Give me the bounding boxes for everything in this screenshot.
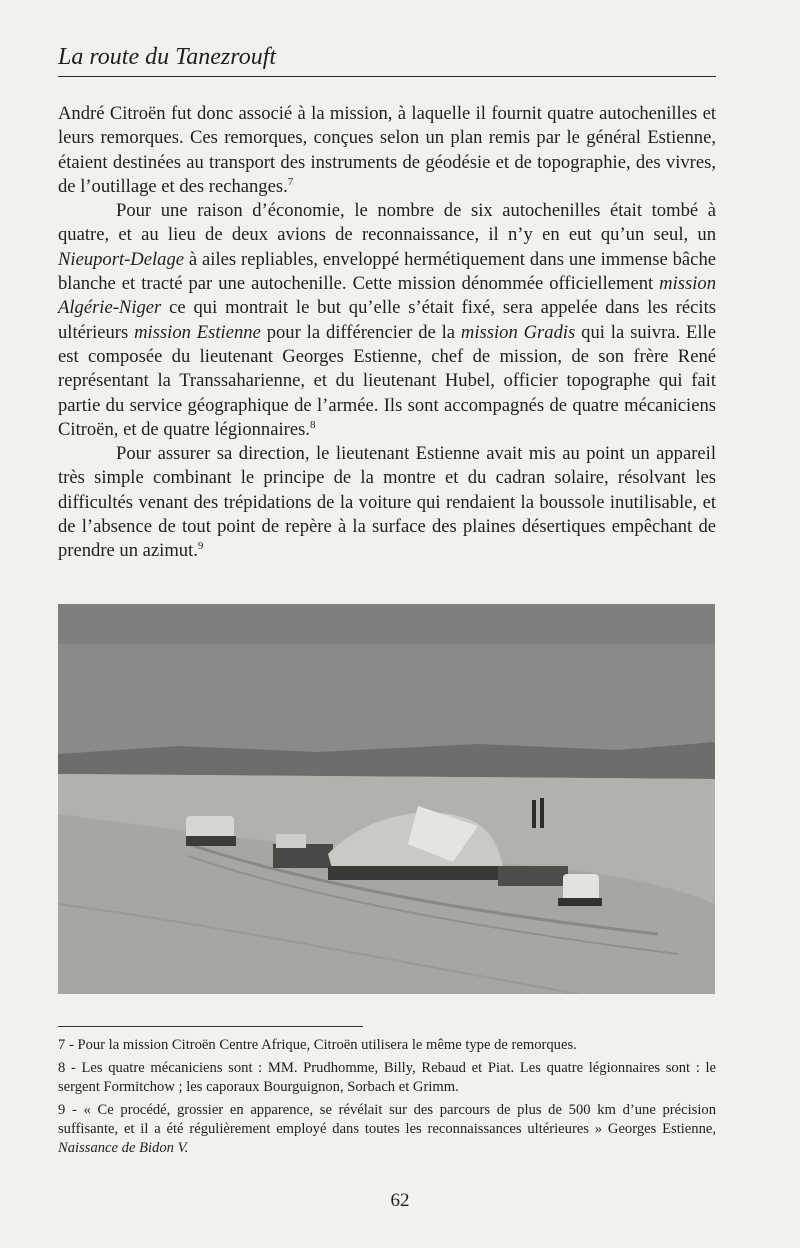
footnote-reference: 9 — [197, 540, 204, 553]
italic-text: Naissance de Bidon V. — [58, 1140, 189, 1156]
text-run: à ailes repliables, enveloppé hermétiquement dans une immense bâche blanche et tracté par une autochenille. Cette mission dénommée officiellement — [58, 248, 716, 295]
photo-desert-convoy — [58, 604, 715, 994]
footnote-separator — [58, 1026, 363, 1027]
text-run: 9 - « Ce procédé, grossier en apparence, se révélait sur des parcours de plus de 500 km d’une précision suffisante, et il a été régulièrement employé dans toutes les reconnaissances ultérieures » Georges Estienne, — [58, 1102, 716, 1137]
page-number: 62 — [390, 1190, 410, 1211]
italic-text: mission Algérie-Niger — [58, 273, 716, 319]
text-run: Pour une raison d’économie, le nombre de six autochenilles était tombé à quatre, et au lieu de deux avions de reconnaissance, il n’y en eut qu’un seul, un — [58, 200, 716, 246]
running-head: La route du Tanezrouft — [58, 42, 716, 77]
text-run: 7 - Pour la mission Citroën Centre Afrique, Citroën utilisera le même type de remorques. — [58, 1037, 577, 1053]
photo-vehicle-lead — [186, 816, 236, 846]
footnote — [58, 1101, 716, 1158]
italic-text: mission Estienne — [134, 321, 261, 343]
photo-illustration — [58, 604, 715, 994]
italic-text: mission Gradis — [460, 321, 576, 343]
footnote — [58, 1059, 716, 1097]
footnote-reference: 7 — [287, 175, 294, 188]
text-run: André Citroën fut donc associé à la mission, à laquelle il fournit quatre autochenilles et leurs remorques. Ces remorques, conçues selon un plan remis par le général Estienne, étaient destinées au transport des instruments de géodésie et de topographie, des vivres, de l’outillage et des rechanges. — [58, 103, 716, 197]
text-run: 8 - Les quatre mécaniciens sont : MM. Prudhomme, Billy, Rebaud et Piat. Les quatre légionnaires sont : le sergent Formitchow ; les caporaux Bourguignon, Sorbach et Grimm. — [58, 1060, 716, 1095]
text-run: pour la différencier de la — [260, 321, 461, 343]
text-run: qui la suivra. Elle est composée du lieutenant Georges Estienne, chef de mission, de son frère René représentant la Transsaharienne, et du lieutenant Hubel, officier topographe qui fait partie du service géographique de l’armée. Ils sont accompagnés de quatre mécaniciens Citroën, et de quatre légionnaires. — [58, 321, 716, 440]
footnote-reference: 8 — [309, 418, 316, 431]
footnotes — [58, 1036, 716, 1162]
body-paragraph — [58, 102, 716, 199]
italic-text: Nieuport-Delage — [58, 248, 184, 270]
footnote — [58, 1036, 716, 1055]
body-paragraph — [58, 442, 716, 563]
body-text — [58, 102, 716, 564]
text-run: ce qui montrait le but qu’elle s’était fixé, sera appelée dans les récits ultérieurs — [58, 297, 716, 343]
text-run: Pour assurer sa direction, le lieutenant Estienne avait mis au point un appareil très simple combinant le principe de la montre et du cadran solaire, résolvant les difficultés venant des trépidations de la voiture qui rendaient la boussole inutilisable, et de l’absence de tout point de repère à la surface des plaines désertiques empêchant de prendre un azimut. — [58, 443, 716, 562]
body-paragraph — [58, 199, 716, 442]
